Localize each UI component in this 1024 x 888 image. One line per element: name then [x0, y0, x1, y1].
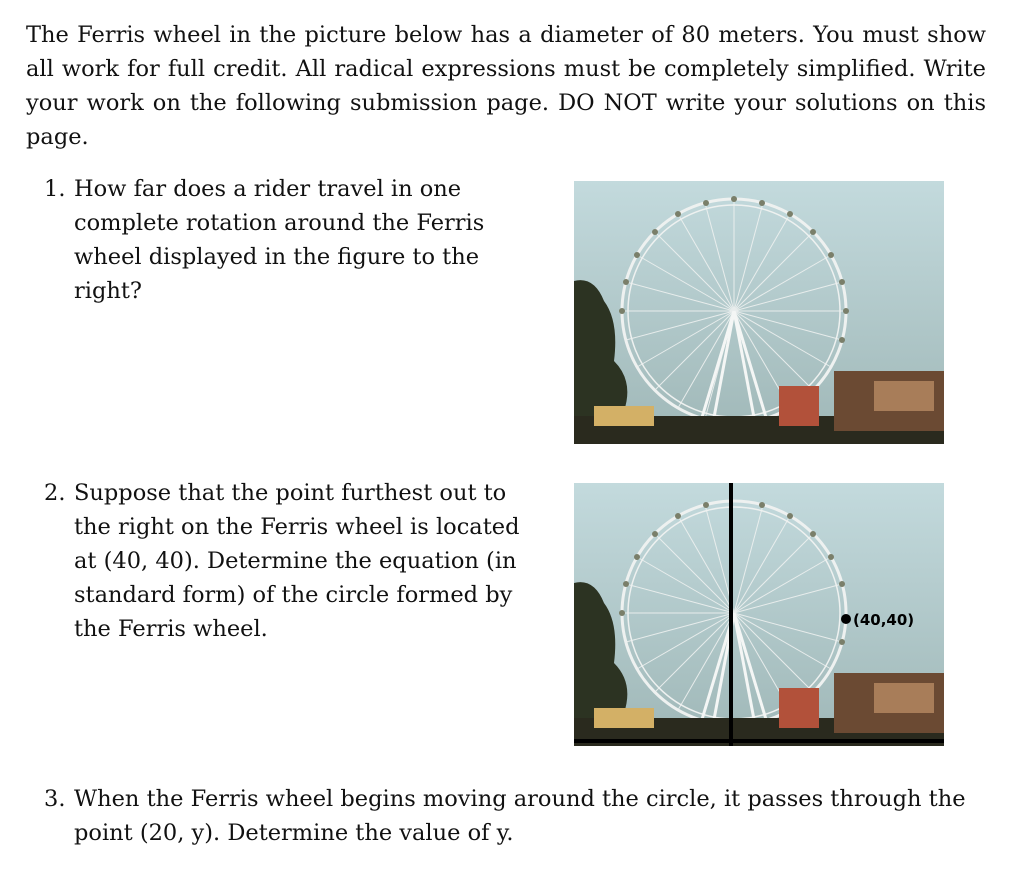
question-1-text: How far does a rider travel in one complete rotation around the Ferris wheel displayed in the figure to the right?	[74, 176, 485, 304]
question-3-text: When the Ferris wheel begins moving around the circle, it passes through the point (20, y). Determine the value of y.	[74, 786, 966, 846]
question-3-number: 3.	[44, 786, 66, 812]
ferris-wheel-photo-2	[574, 483, 944, 746]
question-2-number: 2.	[44, 480, 66, 506]
instructions-paragraph: The Ferris wheel in the picture below has a diameter of 80 meters. You must show all work for full credit. All radical expressions must be completely simplified. Write your work on the following submission page. DO NOT write your solutions on this page.	[26, 22, 986, 150]
ferris-wheel-illustration-2	[574, 483, 944, 746]
point-marker	[841, 614, 851, 624]
question-1-number: 1.	[44, 176, 66, 202]
ferris-wheel-illustration-1	[574, 181, 944, 444]
ferris-wheel-photo-1	[574, 181, 944, 444]
question-2-text: Suppose that the point furthest out to the right on the Ferris wheel is located at (40, 40). Determine the equation (in standard form) of the circle formed by the Ferris wheel.	[74, 480, 520, 642]
point-label: (40,40)	[853, 611, 915, 629]
